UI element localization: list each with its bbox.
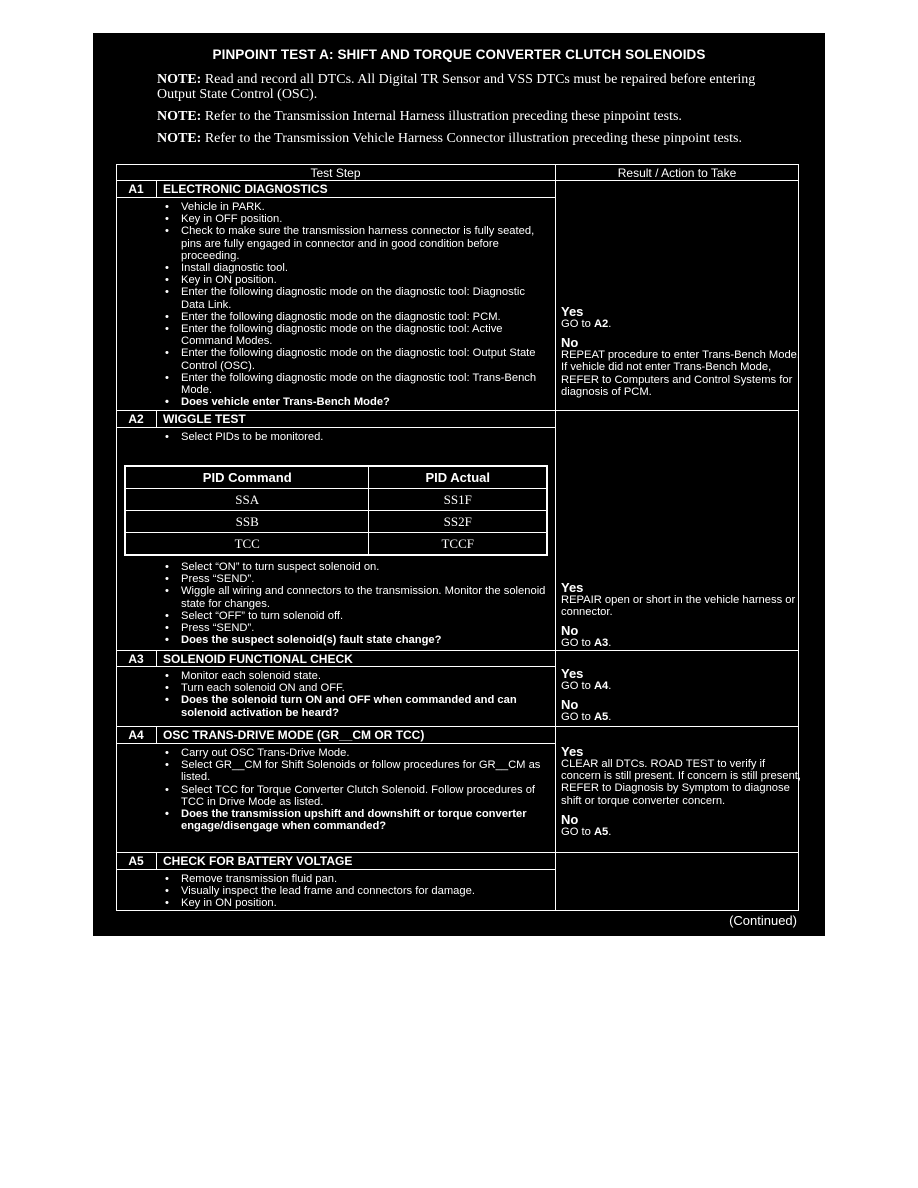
- yes-action: [561, 680, 801, 692]
- step-id-a1: A1: [128, 182, 144, 196]
- goto-target: A2: [593, 318, 609, 330]
- step-name-a5: CHECK FOR BATTERY VOLTAGE: [163, 854, 353, 868]
- id-divider: [156, 650, 157, 666]
- list-item: • Select “ON” to turn suspect solenoid on.: [161, 561, 551, 573]
- yes-label: Yes: [561, 744, 584, 759]
- list-item: • Press “SEND”.: [161, 573, 551, 585]
- list-item: • Vehicle in PARK.: [161, 201, 551, 213]
- yes-action: [561, 318, 801, 330]
- row-divider: [116, 666, 555, 667]
- list-item: • Key in OFF position.: [161, 213, 551, 225]
- action-text: GO to: [561, 637, 594, 650]
- row-divider: [116, 726, 799, 727]
- list-item: • Enter the following diagnostic mode on the diagnostic tool: Active Command Modes.: [161, 323, 551, 347]
- goto-target: A4: [593, 680, 609, 692]
- step-name-a1: ELECTRONIC DIAGNOSTICS: [163, 182, 328, 196]
- header-test-step: Test Step: [310, 166, 361, 180]
- step-id-a4: A4: [128, 728, 144, 742]
- yes-label: Yes: [561, 666, 584, 681]
- action-text: .: [608, 711, 612, 724]
- action-text: GO to: [561, 825, 594, 838]
- list-item: • Key in ON position.: [161, 897, 546, 909]
- yes-label: Yes: [561, 580, 584, 595]
- no-action: [561, 826, 801, 838]
- list-item: • Select “OFF” to turn solenoid off.: [161, 610, 551, 622]
- row-divider: [116, 197, 555, 198]
- action-text: .: [608, 825, 612, 838]
- action-text: GO to: [561, 318, 594, 330]
- step-list-a2-intro: [161, 431, 551, 443]
- pid-cell: SS2F: [369, 511, 547, 533]
- continued-label: (Continued): [729, 913, 797, 928]
- list-item: • Select GR__CM for Shift Solenoids or follow procedures for GR__CM as listed.: [161, 759, 546, 783]
- id-divider: [156, 726, 157, 743]
- list-item: • Enter the following diagnostic mode on the diagnostic tool: PCM.: [161, 311, 551, 323]
- step-list-a5: [161, 873, 546, 910]
- step-question: • Does vehicle enter Trans-Bench Mode?: [161, 396, 551, 408]
- no-label: No: [561, 811, 579, 827]
- no-action: [561, 711, 801, 723]
- pid-cell: TCC: [126, 533, 369, 555]
- no-label: No: [561, 335, 579, 351]
- list-item: • Visually inspect the lead frame and connectors for damage.: [161, 885, 546, 897]
- note-3: [157, 131, 757, 146]
- action-text: .: [608, 637, 612, 650]
- pid-header-actual: PID Actual: [369, 467, 547, 489]
- row-divider: [116, 427, 555, 428]
- table-row: [126, 533, 547, 555]
- list-item: • Select TCC for Torque Converter Clutch Solenoid. Follow procedures of TCC in Drive Mode as listed.: [161, 784, 546, 808]
- table-row: [126, 489, 547, 511]
- table-row: [126, 511, 547, 533]
- step-id-a5: A5: [128, 854, 144, 868]
- yes-action: REPAIR open or short in the vehicle harness or connector.: [561, 594, 796, 619]
- row-divider: [116, 743, 555, 744]
- note-2: [157, 109, 757, 124]
- header-result: Result / Action to Take: [617, 166, 737, 180]
- header-divider: [116, 180, 799, 181]
- row-divider: [116, 410, 799, 411]
- list-item: • Wiggle all wiring and connectors to the transmission. Monitor the solenoid state for changes.: [161, 585, 551, 609]
- step-question: • Does the suspect solenoid(s) fault state change?: [161, 634, 551, 646]
- document-page: [93, 33, 825, 936]
- goto-target: A5: [593, 825, 609, 838]
- list-item: • Remove transmission fluid pan.: [161, 873, 546, 885]
- goto-target: A5: [593, 711, 609, 724]
- list-item: • Monitor each solenoid state.: [161, 670, 546, 682]
- list-item: • Enter the following diagnostic mode on the diagnostic tool: Output State Control (OSC).: [161, 347, 551, 371]
- page-title: PINPOINT TEST A: SHIFT AND TORQUE CONVERTER CLUTCH SOLENOIDS: [212, 47, 706, 62]
- note-text: Refer to the Transmission Internal Harness illustration preceding these pinpoint tests.: [204, 109, 682, 124]
- list-item: • Enter the following diagnostic mode on the diagnostic tool: Trans-Bench Mode.: [161, 372, 551, 396]
- step-list-a1: [161, 201, 551, 408]
- list-item: • Key in ON position.: [161, 274, 551, 286]
- id-divider: [156, 180, 157, 197]
- no-action: REPEAT procedure to enter Trans-Bench Mode. If vehicle did not enter Trans-Bench Mode, REFER to Computers and Control Systems for diagnosis of PCM.: [561, 349, 800, 398]
- note-label: NOTE:: [157, 131, 202, 146]
- result-a3: [561, 665, 801, 723]
- note-text: Read and record all DTCs. All Digital TR Sensor and VSS DTCs must be repaired before entering Output State Control (OSC).: [157, 72, 756, 102]
- note-1: [157, 72, 757, 102]
- step-id-a2: A2: [128, 412, 144, 426]
- pid-cell: SSB: [126, 511, 369, 533]
- pid-cell: SSA: [126, 489, 369, 511]
- pid-cell: TCCF: [369, 533, 547, 555]
- pid-cell: SS1F: [369, 489, 547, 511]
- step-id-a3: A3: [128, 652, 144, 666]
- step-list-a4: [161, 747, 546, 832]
- step-list-a2: [161, 561, 551, 646]
- id-divider: [156, 410, 157, 427]
- action-text: .: [608, 318, 612, 330]
- note-label: NOTE:: [157, 72, 202, 87]
- no-label: No: [561, 697, 579, 713]
- result-a1: [561, 303, 801, 398]
- list-item: • Select PIDs to be monitored.: [161, 431, 551, 443]
- pid-table: [124, 465, 548, 556]
- result-a2: [561, 579, 801, 650]
- action-text: .: [608, 680, 612, 692]
- list-item: • Carry out OSC Trans-Drive Mode.: [161, 747, 546, 759]
- result-a4: [561, 743, 801, 838]
- step-name-a4: OSC TRANS-DRIVE MODE (GR__CM OR TCC): [163, 728, 425, 742]
- list-item: • Install diagnostic tool.: [161, 262, 551, 274]
- step-list-a3: [161, 670, 546, 719]
- step-name-a2: WIGGLE TEST: [163, 412, 246, 426]
- pid-header-command: PID Command: [126, 467, 369, 489]
- list-item: • Enter the following diagnostic mode on the diagnostic tool: Diagnostic Data Link.: [161, 286, 551, 310]
- action-text: GO to: [561, 680, 594, 692]
- row-divider: [116, 869, 555, 870]
- step-question: • Does the transmission upshift and downshift or torque converter engage/disengage when commanded?: [161, 808, 546, 832]
- id-divider: [156, 852, 157, 869]
- column-divider: [555, 164, 556, 911]
- list-item: • Turn each solenoid ON and OFF.: [161, 682, 546, 694]
- no-label: No: [561, 623, 579, 639]
- yes-label: Yes: [561, 304, 584, 319]
- row-divider: [116, 650, 799, 651]
- no-action: [561, 637, 801, 649]
- list-item: • Check to make sure the transmission harness connector is fully seated, pins are fully engaged in connector and in good condition before proceeding.: [161, 225, 551, 262]
- step-question: • Does the solenoid turn ON and OFF when commanded and can solenoid activation be heard?: [161, 694, 546, 718]
- row-divider: [116, 852, 799, 853]
- step-name-a3: SOLENOID FUNCTIONAL CHECK: [163, 652, 353, 666]
- list-item: • Press “SEND”.: [161, 622, 551, 634]
- goto-target: A3: [593, 637, 609, 650]
- note-text: Refer to the Transmission Vehicle Harness Connector illustration preceding these pinpoint tests.: [204, 131, 742, 146]
- yes-action: CLEAR all DTCs. ROAD TEST to verify if concern is still present. If concern is still present, REFER to Diagnosis by Symptom to diagnose shift or torque converter concern.: [561, 758, 802, 807]
- action-text: GO to: [561, 711, 594, 724]
- note-label: NOTE:: [157, 109, 202, 124]
